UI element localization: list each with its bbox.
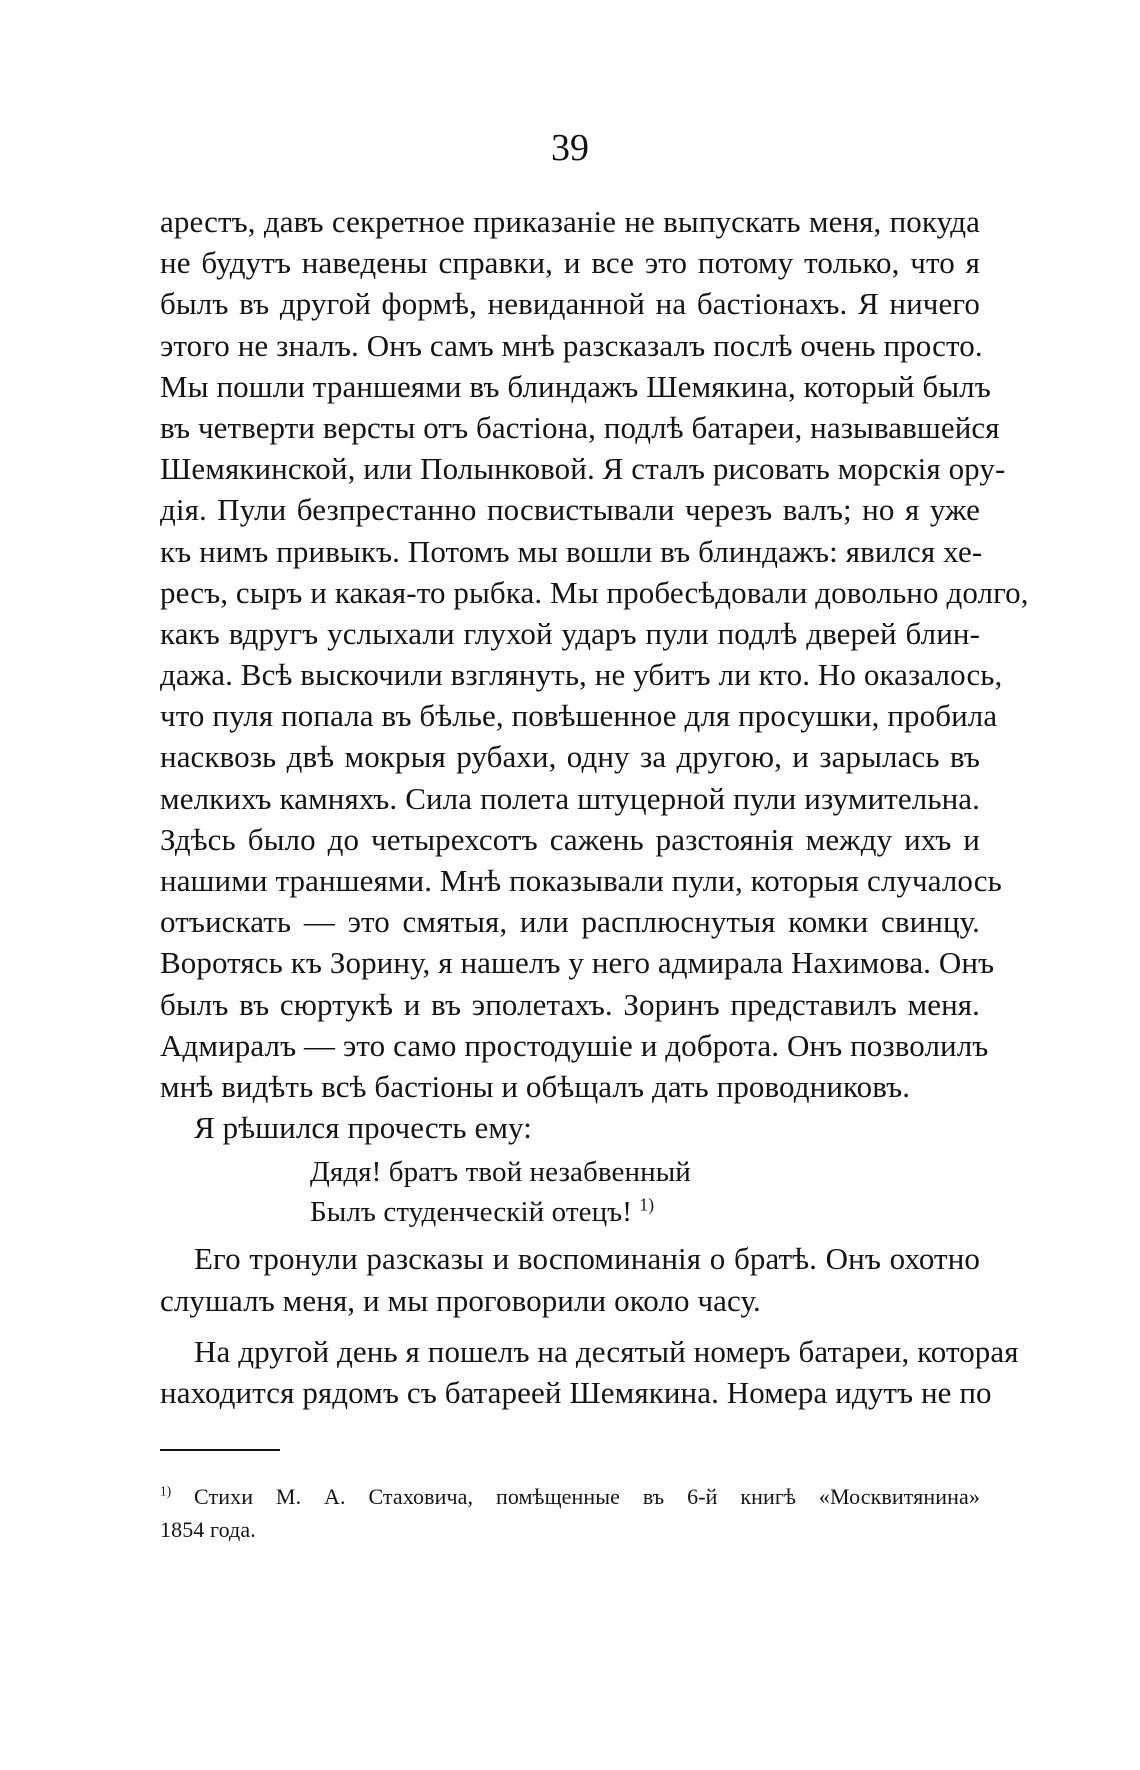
page-number: 39 [551, 127, 589, 169]
footnote [160, 1480, 980, 1546]
text-line: былъ въ другой формѣ, невиданной на бастіонахъ. Я ничего [160, 286, 980, 322]
footnote-line [160, 1480, 980, 1513]
intro-line: Я рѣшился прочесть ему: [194, 1110, 532, 1146]
text-line: Шемякинской, или Полынковой. Я сталъ рисовать морскія ору- [160, 451, 1006, 487]
text-line: Здѣсь было до четырехсотъ сажень разстоянія между ихъ и [160, 821, 980, 857]
paragraph-1 [160, 201, 1029, 1107]
footnote-divider [160, 1449, 280, 1451]
text-line: На другой день я пошелъ на десятый номеръ батареи, которая [194, 1333, 1019, 1369]
text-line: какъ вдругъ услыхали глухой ударъ пули подлѣ дверей блин- [160, 615, 980, 651]
text-line: слушалъ меня, и мы проговорили около часу. [160, 1282, 761, 1318]
text-line: Мы пошли траншеями въ блиндажъ Шемякина, который былъ [160, 368, 991, 404]
footnote-mark: 1) [160, 1483, 172, 1499]
text-line: ресъ, сыръ и какая-то рыбка. Мы пробесѣдовали довольно долго, [160, 574, 1029, 610]
verse-line: Былъ студенческій отецъ! [310, 1196, 633, 1229]
footnote-reference: 1) [639, 1194, 655, 1215]
text-line: дажа. Всѣ выскочили взглянуть, не убитъ ли кто. Но оказалось, [160, 657, 1003, 693]
verse-line-with-note [310, 1192, 980, 1232]
text-line: нашими траншеями. Мнѣ показывали пули, которыя случалось [160, 863, 1002, 898]
footnote-text: Стихи М. А. Стаховича, помѣщенные въ 6-й книгѣ «Москвитянина» [194, 1484, 980, 1509]
paragraph-3 [160, 1331, 1019, 1413]
text-line: мелкихъ камняхъ. Сила полета штуцерной пули изумительна. [160, 780, 980, 816]
text-line: Его тронули разсказы и воспоминанія о братѣ. Онъ охотно [194, 1241, 980, 1277]
text-line: арестъ, давъ секретное приказаніе не выпускать меня, покуда [160, 204, 980, 239]
body-text [160, 201, 1029, 1413]
paragraph-2 [160, 1238, 980, 1320]
text-line: насквозь двѣ мокрыя рубахи, одну за другою, и зарылась въ [160, 739, 980, 775]
footnote-line: 1854 года. [160, 1517, 256, 1542]
text-line: этого не зналъ. Онъ самъ мнѣ разсказалъ послѣ очень просто. [160, 327, 983, 363]
text-line: отъискать — это смятыя, или расплюснутыя комки свинцу. [160, 904, 980, 940]
text-line: что пуля попала въ бѣлье, повѣшенное для просушки, пробила [160, 698, 998, 734]
text-line: къ нимъ привыкъ. Потомъ мы вошли въ блиндажъ: явился хе- [160, 533, 983, 569]
text-line: въ четверти версты отъ бастіона, подлѣ батареи, называвшейся [160, 409, 1000, 445]
verse-line: Дядя! братъ твой незабвенный [310, 1156, 691, 1189]
text-line: Воротясь къ Зорину, я нашелъ у него адмирала Нахимова. Онъ [160, 945, 995, 981]
text-line: дія. Пули безпрестанно посвистывали черезъ валъ; но я уже [160, 492, 980, 528]
text-line: не будутъ наведены справки, и все это потому только, что я [160, 245, 980, 281]
text-line: Адмиралъ — это само простодушіе и доброта. Онъ позволилъ [160, 1027, 989, 1063]
text-line: мнѣ видѣть всѣ бастіоны и обѣщалъ дать проводниковъ. [160, 1068, 911, 1104]
text-line: находится рядомъ съ батареей Шемякина. Номера идутъ не по [160, 1374, 992, 1410]
text-line: былъ въ сюртукѣ и въ эполетахъ. Зоринъ представилъ меня. [160, 986, 980, 1022]
verse-quote [160, 1152, 980, 1232]
